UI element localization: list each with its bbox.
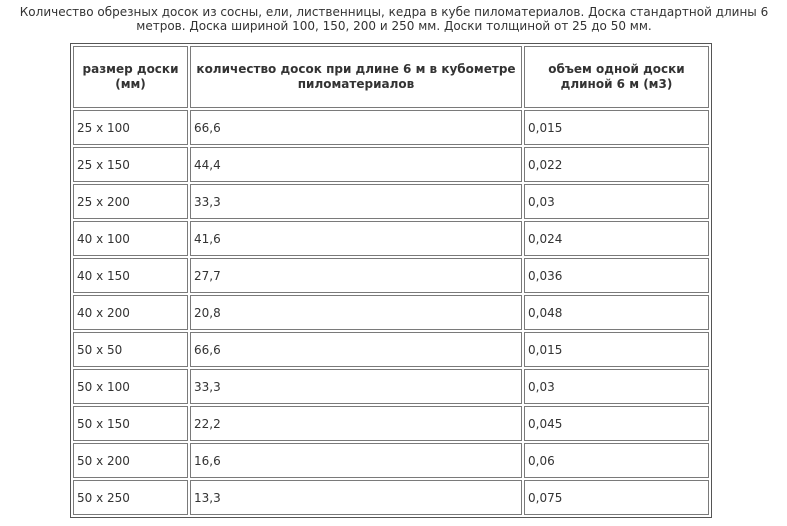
cell-boards-per-cubic-meter: 20,8 (190, 295, 522, 330)
cell-boards-per-cubic-meter: 16,6 (190, 443, 522, 478)
cell-board-size: 50 x 150 (73, 406, 188, 441)
cell-board-size: 25 x 200 (73, 184, 188, 219)
cell-board-size: 50 x 100 (73, 369, 188, 404)
cell-single-board-volume: 0,015 (524, 110, 709, 145)
cell-boards-per-cubic-meter: 66,6 (190, 110, 522, 145)
cell-boards-per-cubic-meter: 27,7 (190, 258, 522, 293)
cell-board-size: 50 x 200 (73, 443, 188, 478)
table-row (73, 443, 709, 478)
cell-single-board-volume: 0,024 (524, 221, 709, 256)
table-row (73, 221, 709, 256)
cell-single-board-volume: 0,036 (524, 258, 709, 293)
table-row (73, 406, 709, 441)
boards-table (70, 43, 712, 518)
cell-single-board-volume: 0,015 (524, 332, 709, 367)
cell-single-board-volume: 0,022 (524, 147, 709, 182)
table-row (73, 369, 709, 404)
cell-boards-per-cubic-meter: 13,3 (190, 480, 522, 515)
cell-single-board-volume: 0,045 (524, 406, 709, 441)
cell-single-board-volume: 0,048 (524, 295, 709, 330)
cell-board-size: 40 x 200 (73, 295, 188, 330)
table-row (73, 258, 709, 293)
table-header-row (73, 46, 709, 108)
table-row (73, 480, 709, 515)
cell-boards-per-cubic-meter: 22,2 (190, 406, 522, 441)
cell-boards-per-cubic-meter: 66,6 (190, 332, 522, 367)
cell-board-size: 50 x 250 (73, 480, 188, 515)
table-row (73, 110, 709, 145)
cell-board-size: 50 x 50 (73, 332, 188, 367)
header-boards-per-cubic-meter: количество досок при длине 6 м в кубометре пиломатериалов (190, 46, 522, 108)
cell-board-size: 40 x 150 (73, 258, 188, 293)
cell-boards-per-cubic-meter: 44,4 (190, 147, 522, 182)
cell-single-board-volume: 0,03 (524, 184, 709, 219)
table-row (73, 332, 709, 367)
cell-boards-per-cubic-meter: 33,3 (190, 369, 522, 404)
cell-board-size: 25 x 100 (73, 110, 188, 145)
intro-paragraph: Количество обрезных досок из сосны, ели, лиственницы, кедра в кубе пиломатериалов. Доска стандартной длины 6 метров. Доска шириной 100, 150, 200 и 250 мм. Доски толщиной от 25 до 50 мм. (19, 5, 769, 33)
cell-boards-per-cubic-meter: 41,6 (190, 221, 522, 256)
cell-single-board-volume: 0,06 (524, 443, 709, 478)
cell-single-board-volume: 0,075 (524, 480, 709, 515)
header-board-size: размер доски (мм) (73, 46, 188, 108)
table-row (73, 184, 709, 219)
header-single-board-volume: объем одной доски длиной 6 м (м3) (524, 46, 709, 108)
cell-board-size: 25 x 150 (73, 147, 188, 182)
cell-boards-per-cubic-meter: 33,3 (190, 184, 522, 219)
cell-board-size: 40 x 100 (73, 221, 188, 256)
table-row (73, 295, 709, 330)
table-row (73, 147, 709, 182)
cell-single-board-volume: 0,03 (524, 369, 709, 404)
table-body (73, 110, 709, 515)
